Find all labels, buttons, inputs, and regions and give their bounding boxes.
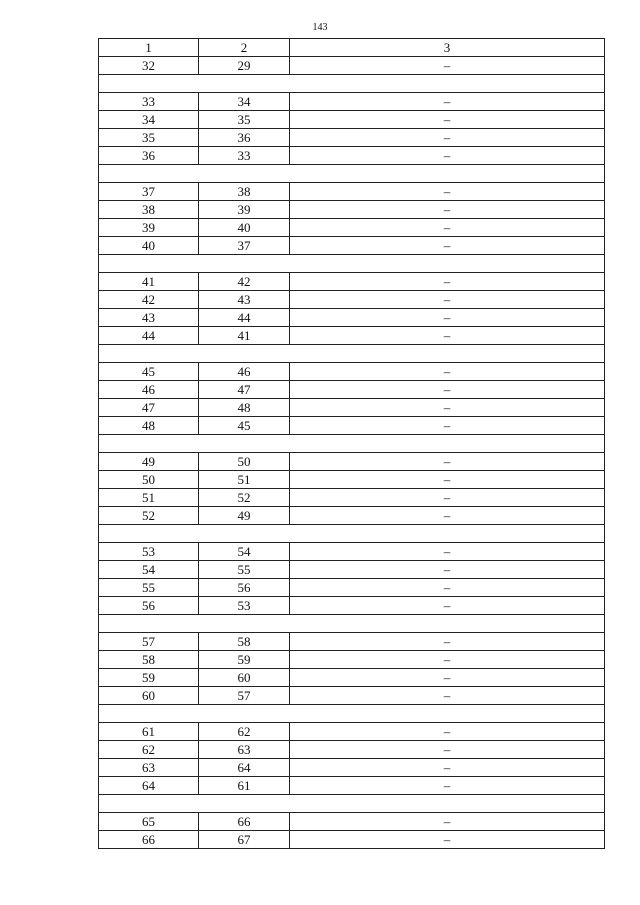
- table-cell-col-2: 43: [199, 291, 290, 309]
- table-cell-col-1: 33: [99, 93, 199, 111]
- table-cell-col-1: 32: [99, 57, 199, 75]
- table-row: [99, 93, 605, 111]
- separator-cell: [99, 615, 605, 633]
- separator-row: [99, 615, 605, 633]
- table-cell-col-1: 48: [99, 417, 199, 435]
- table-cell-col-2: 36: [199, 129, 290, 147]
- table-cell-col-1: 34: [99, 111, 199, 129]
- table-cell-col-2: 44: [199, 309, 290, 327]
- table-cell-col-3: –: [290, 237, 605, 255]
- separator-row: [99, 705, 605, 723]
- separator-cell: [99, 255, 605, 273]
- table-cell-col-2: 29: [199, 57, 290, 75]
- table-row: [99, 327, 605, 345]
- table-row: [99, 417, 605, 435]
- separator-cell: [99, 795, 605, 813]
- table-row: [99, 471, 605, 489]
- table-cell-col-3: –: [290, 543, 605, 561]
- table-cell-col-3: –: [290, 561, 605, 579]
- table-cell-col-3: –: [290, 813, 605, 831]
- table-cell-col-3: –: [290, 381, 605, 399]
- table-cell-col-2: 54: [199, 543, 290, 561]
- table-cell-col-1: 39: [99, 219, 199, 237]
- table-cell-col-2: 34: [199, 93, 290, 111]
- table-row: [99, 597, 605, 615]
- table-cell-col-1: 51: [99, 489, 199, 507]
- table-cell-col-1: 40: [99, 237, 199, 255]
- separator-row: [99, 435, 605, 453]
- table-row: [99, 741, 605, 759]
- table-cell-col-1: 65: [99, 813, 199, 831]
- table-cell-col-2: 48: [199, 399, 290, 417]
- table-cell-col-2: 63: [199, 741, 290, 759]
- separator-row: [99, 75, 605, 93]
- table-cell-col-1: 49: [99, 453, 199, 471]
- header-cell-2: 2: [199, 39, 290, 57]
- table-cell-col-1: 56: [99, 597, 199, 615]
- table-cell-col-2: 66: [199, 813, 290, 831]
- table-cell-col-1: 57: [99, 633, 199, 651]
- page-number: 143: [312, 22, 328, 33]
- separator-cell: [99, 435, 605, 453]
- table-cell-col-1: 42: [99, 291, 199, 309]
- table-row: [99, 399, 605, 417]
- separator-row: [99, 345, 605, 363]
- table-cell-col-1: 58: [99, 651, 199, 669]
- table-cell-col-1: 63: [99, 759, 199, 777]
- table-row: [99, 111, 605, 129]
- table-cell-col-2: 57: [199, 687, 290, 705]
- table-row: [99, 561, 605, 579]
- table-cell-col-3: –: [290, 759, 605, 777]
- table-cell-col-2: 39: [199, 201, 290, 219]
- table-cell-col-1: 62: [99, 741, 199, 759]
- table-cell-col-2: 58: [199, 633, 290, 651]
- table-cell-col-3: –: [290, 291, 605, 309]
- table-cell-col-2: 45: [199, 417, 290, 435]
- table-cell-col-1: 46: [99, 381, 199, 399]
- table-cell-col-2: 59: [199, 651, 290, 669]
- table-cell-col-1: 44: [99, 327, 199, 345]
- table-cell-col-1: 61: [99, 723, 199, 741]
- table-cell-col-1: 53: [99, 543, 199, 561]
- separator-cell: [99, 525, 605, 543]
- table-cell-col-3: –: [290, 219, 605, 237]
- table-cell-col-3: –: [290, 327, 605, 345]
- header-cell-3: 3: [290, 39, 605, 57]
- table-cell-col-1: 45: [99, 363, 199, 381]
- table-row: [99, 723, 605, 741]
- table-cell-col-1: 60: [99, 687, 199, 705]
- table-row: [99, 201, 605, 219]
- separator-row: [99, 165, 605, 183]
- table-cell-col-3: –: [290, 651, 605, 669]
- table-cell-col-1: 41: [99, 273, 199, 291]
- table-cell-col-3: –: [290, 597, 605, 615]
- table-cell-col-2: 37: [199, 237, 290, 255]
- table-body: [99, 39, 605, 849]
- table-row: [99, 291, 605, 309]
- data-table: [98, 38, 605, 849]
- table-cell-col-2: 67: [199, 831, 290, 849]
- table-cell-col-1: 35: [99, 129, 199, 147]
- separator-cell: [99, 705, 605, 723]
- table-cell-col-3: –: [290, 507, 605, 525]
- table-row: [99, 237, 605, 255]
- table-row: [99, 651, 605, 669]
- table-cell-col-3: –: [290, 183, 605, 201]
- table-cell-col-3: –: [290, 453, 605, 471]
- table-cell-col-1: 50: [99, 471, 199, 489]
- table-cell-col-3: –: [290, 417, 605, 435]
- table-cell-col-2: 64: [199, 759, 290, 777]
- table-row: [99, 777, 605, 795]
- table-cell-col-3: –: [290, 471, 605, 489]
- table-cell-col-2: 40: [199, 219, 290, 237]
- table-row: [99, 219, 605, 237]
- table-cell-col-2: 52: [199, 489, 290, 507]
- table-cell-col-3: –: [290, 399, 605, 417]
- table-row: [99, 57, 605, 75]
- table-cell-col-2: 61: [199, 777, 290, 795]
- table-cell-col-2: 60: [199, 669, 290, 687]
- table-cell-col-3: –: [290, 147, 605, 165]
- table-cell-col-3: –: [290, 723, 605, 741]
- table-cell-col-2: 56: [199, 579, 290, 597]
- table-row: [99, 363, 605, 381]
- table-cell-col-2: 53: [199, 597, 290, 615]
- table-cell-col-3: –: [290, 111, 605, 129]
- table-cell-col-3: –: [290, 633, 605, 651]
- separator-cell: [99, 75, 605, 93]
- separator-row: [99, 795, 605, 813]
- table-cell-col-2: 33: [199, 147, 290, 165]
- table-row: [99, 507, 605, 525]
- table-cell-col-2: 46: [199, 363, 290, 381]
- table-cell-col-3: –: [290, 309, 605, 327]
- table-row: [99, 633, 605, 651]
- table-row: [99, 579, 605, 597]
- table-cell-col-2: 42: [199, 273, 290, 291]
- table-cell-col-1: 54: [99, 561, 199, 579]
- separator-cell: [99, 165, 605, 183]
- table-cell-col-2: 38: [199, 183, 290, 201]
- header-cell-1: 1: [99, 39, 199, 57]
- separator-row: [99, 525, 605, 543]
- separator-cell: [99, 345, 605, 363]
- table-cell-col-1: 66: [99, 831, 199, 849]
- table-cell-col-3: –: [290, 57, 605, 75]
- table-row: [99, 273, 605, 291]
- table-row: [99, 309, 605, 327]
- table-row: [99, 759, 605, 777]
- table-cell-col-2: 41: [199, 327, 290, 345]
- table-cell-col-2: 51: [199, 471, 290, 489]
- table-row: [99, 831, 605, 849]
- table-row: [99, 129, 605, 147]
- table-cell-col-1: 52: [99, 507, 199, 525]
- table-cell-col-1: 64: [99, 777, 199, 795]
- table-row: [99, 147, 605, 165]
- table-row: [99, 183, 605, 201]
- table-cell-col-3: –: [290, 363, 605, 381]
- table-cell-col-3: –: [290, 129, 605, 147]
- table-cell-col-1: 47: [99, 399, 199, 417]
- table-cell-col-3: –: [290, 777, 605, 795]
- table-cell-col-2: 49: [199, 507, 290, 525]
- table-cell-col-1: 43: [99, 309, 199, 327]
- table-header-row: [99, 39, 605, 57]
- table-cell-col-3: –: [290, 741, 605, 759]
- table-cell-col-3: –: [290, 687, 605, 705]
- table-cell-col-3: –: [290, 669, 605, 687]
- table-cell-col-2: 35: [199, 111, 290, 129]
- table-row: [99, 669, 605, 687]
- table-row: [99, 813, 605, 831]
- table-cell-col-3: –: [290, 489, 605, 507]
- table-cell-col-3: –: [290, 93, 605, 111]
- table-cell-col-1: 59: [99, 669, 199, 687]
- table-cell-col-2: 47: [199, 381, 290, 399]
- table-cell-col-2: 62: [199, 723, 290, 741]
- table-row: [99, 489, 605, 507]
- table-cell-col-1: 38: [99, 201, 199, 219]
- table-cell-col-2: 50: [199, 453, 290, 471]
- separator-row: [99, 255, 605, 273]
- table-cell-col-3: –: [290, 831, 605, 849]
- table-cell-col-3: –: [290, 273, 605, 291]
- table-row: [99, 687, 605, 705]
- table-cell-col-2: 55: [199, 561, 290, 579]
- table-row: [99, 453, 605, 471]
- table-row: [99, 381, 605, 399]
- table-cell-col-1: 37: [99, 183, 199, 201]
- table-row: [99, 543, 605, 561]
- table-cell-col-1: 55: [99, 579, 199, 597]
- table-cell-col-3: –: [290, 579, 605, 597]
- table-cell-col-3: –: [290, 201, 605, 219]
- table-cell-col-1: 36: [99, 147, 199, 165]
